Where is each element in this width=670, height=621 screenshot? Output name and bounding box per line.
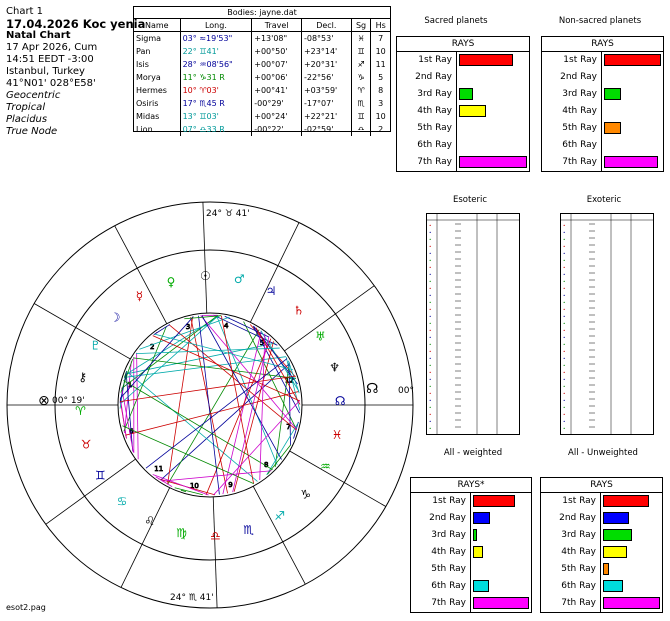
house-cusp-line: [121, 488, 170, 588]
ray-bar: [603, 512, 629, 524]
table-row: [134, 84, 390, 97]
svg-text:•: •: [563, 419, 566, 424]
ray-label: 2nd Ray: [542, 69, 602, 86]
house-number: 1: [127, 380, 133, 389]
ray-row: [542, 69, 663, 86]
svg-text:•: •: [563, 272, 566, 277]
ray-label: 1st Ray: [542, 52, 602, 69]
ray-row: [542, 154, 663, 171]
ray-row: [541, 493, 662, 510]
ray-label: 2nd Ray: [411, 510, 471, 527]
rays-panel-sacred: [396, 36, 530, 172]
exoteric-grid: [561, 214, 653, 434]
ray-bar: [604, 156, 658, 168]
house-cusp-line: [250, 223, 299, 323]
bodies-cell-long: 10° ♈03': [180, 84, 252, 97]
ray-label: 3rd Ray: [397, 86, 457, 103]
planet-glyph-icon: ⚷: [78, 370, 88, 385]
dsc-degree: 00°: [398, 386, 414, 396]
bodies-cell-name: Sigma: [136, 34, 162, 43]
planet-glyph-icon: ♓: [331, 427, 343, 442]
planet-glyph-icon: ♇: [90, 338, 101, 353]
ray-row: [542, 120, 663, 137]
planet-glyph-icon: ♎: [209, 528, 221, 543]
planet-glyph-icon: ♂: [233, 272, 245, 287]
ray-label: 5th Ray: [542, 120, 602, 137]
house-cusp-line: [253, 486, 305, 584]
esoteric-rulership-table: [426, 213, 520, 435]
aspect-line: [120, 398, 126, 439]
ray-row: [397, 52, 529, 69]
rays-panel-all-unweighted: [540, 477, 663, 613]
ray-row: [542, 137, 663, 154]
ray-row: [542, 52, 663, 69]
ray-row: [541, 595, 662, 612]
ray-row: [411, 527, 531, 544]
chart-time: 14:51 EEDT -3:00: [6, 54, 94, 65]
chart-number: Chart 1: [6, 6, 44, 17]
ray-row: [411, 510, 531, 527]
ray-bar: [473, 495, 515, 507]
ray-row: [411, 561, 531, 578]
svg-text:•: •: [563, 356, 566, 361]
ray-label: 5th Ray: [411, 561, 471, 578]
ray-bar: [603, 546, 627, 558]
ray-bar: [603, 495, 649, 507]
svg-text:•: •: [563, 286, 566, 291]
aspect-line: [123, 381, 272, 470]
option-geocentric: Geocentric: [6, 90, 61, 101]
caption-sacred: Sacred planets: [424, 16, 488, 26]
svg-text:•: •: [429, 349, 432, 354]
svg-text:•: •: [429, 265, 432, 270]
dsc-sign-icon: ☊: [366, 381, 379, 397]
caption-all-weighted: All - weighted: [443, 448, 503, 458]
bodies-col-sg: Sg: [351, 19, 371, 32]
aspect-line: [168, 317, 193, 485]
svg-text:•: •: [429, 244, 432, 249]
bodies-cell-name: Pan: [136, 47, 151, 56]
planet-glyph-icon: ☉: [200, 269, 211, 284]
svg-text:•: •: [563, 251, 566, 256]
footer-filename: esot2.pag: [6, 603, 46, 612]
planet-glyph-icon: ♀: [166, 274, 176, 289]
ray-label: 3rd Ray: [542, 86, 602, 103]
planet-glyph-icon: ♏: [243, 523, 255, 538]
bodies-cell-decl: -08°53': [301, 32, 351, 46]
svg-text:•: •: [429, 419, 432, 424]
bodies-cell-decl: +03°59': [301, 84, 351, 97]
svg-text:•: •: [563, 335, 566, 340]
table-row: [134, 97, 390, 110]
natal-chart-wheel: [0, 200, 420, 610]
bodies-cell-decl: -02°59': [301, 123, 351, 136]
ray-row: [541, 527, 662, 544]
ray-bar: [603, 563, 609, 575]
ray-bar: [473, 580, 489, 592]
ray-bar: [473, 512, 490, 524]
ray-bar: [473, 529, 477, 541]
svg-text:•: •: [563, 244, 566, 249]
house-number: 9: [228, 481, 233, 490]
svg-text:•: •: [429, 398, 432, 403]
bodies-cell-decl: +20°31': [301, 58, 351, 71]
svg-text:•: •: [429, 426, 432, 431]
option-placidus: Placidus: [6, 114, 48, 125]
svg-text:•: •: [563, 426, 566, 431]
bodies-cell-travel: +00°24': [252, 110, 302, 123]
svg-text:•: •: [563, 349, 566, 354]
rays-panel-title: RAYS: [397, 37, 529, 52]
ray-label: 4th Ray: [397, 103, 457, 120]
svg-text:•: •: [429, 237, 432, 242]
ray-row: [542, 86, 663, 103]
planet-glyph-icon: ♌: [144, 513, 156, 528]
planet-glyph-icon: ♒: [319, 459, 331, 474]
ray-label: 7th Ray: [411, 595, 471, 612]
mc-label: 24° ♉ 41': [206, 209, 250, 219]
chart-name: 17.04.2026 Koc yenia: [6, 17, 146, 31]
house-number: 4: [224, 321, 229, 330]
rays-panel-title: RAYS: [542, 37, 663, 52]
svg-text:•: •: [429, 307, 432, 312]
ray-row: [411, 595, 531, 612]
house-number: 7: [286, 423, 291, 432]
svg-text:•: •: [429, 223, 432, 228]
planet-glyph-icon: ♈: [75, 403, 86, 418]
table-row: [134, 45, 390, 58]
svg-text:•: •: [429, 272, 432, 277]
aspect-line: [127, 371, 258, 481]
ray-label: 7th Ray: [542, 154, 602, 171]
svg-text:•: •: [429, 391, 432, 396]
caption-esoteric: Esoteric: [452, 195, 488, 205]
bodies-cell-hs: 2: [371, 123, 390, 136]
svg-text:•: •: [563, 300, 566, 305]
chart-type: Natal Chart: [6, 30, 71, 41]
ray-bar: [459, 54, 513, 66]
ray-row: [541, 578, 662, 595]
bodies-cell-travel: -00°22': [252, 123, 302, 136]
house-cusp-line: [213, 497, 217, 608]
svg-text:•: •: [429, 370, 432, 375]
bodies-cell-long: 13° ♊03': [180, 110, 252, 123]
option-true-node: True Node: [6, 126, 58, 137]
option-tropical: Tropical: [6, 102, 46, 113]
svg-text:•: •: [563, 405, 566, 410]
rays-panel-title: RAYS: [541, 478, 662, 493]
ray-bar: [604, 122, 621, 134]
ray-row: [397, 69, 529, 86]
bodies-cell-long: 03° ≈19'53": [180, 32, 252, 46]
ray-bar: [604, 88, 621, 100]
svg-text:•: •: [429, 230, 432, 235]
aspect-line: [168, 330, 260, 485]
house-number: 10: [189, 482, 199, 491]
ray-bar: [603, 597, 660, 609]
bodies-cell-name: Hermes: [136, 86, 167, 95]
svg-text:•: •: [429, 342, 432, 347]
bodies-col-travel: Travel: [252, 19, 302, 32]
asc-sign-icon: ⊗: [38, 393, 50, 409]
svg-text:•: •: [429, 314, 432, 319]
ray-label: 1st Ray: [411, 493, 471, 510]
chart-date: 17 Apr 2026, Cum: [6, 42, 98, 53]
esoteric-grid: [427, 214, 519, 434]
house-cusp-line: [284, 286, 374, 351]
bodies-cell-sg: ♐: [351, 58, 371, 71]
ic-label: 24° ♏ 41': [170, 593, 214, 603]
rays-panel-title: RAYS*: [411, 478, 531, 493]
table-row: [134, 32, 390, 46]
ray-label: 1st Ray: [397, 52, 457, 69]
ray-bar: [459, 156, 527, 168]
bodies-cell-hs: 5: [371, 71, 390, 84]
chart-coords: 41°N01' 028°E58': [6, 78, 96, 89]
ray-label: 3rd Ray: [411, 527, 471, 544]
table-row: [134, 58, 390, 71]
ray-bar: [459, 105, 486, 117]
ray-label: 7th Ray: [397, 154, 457, 171]
svg-text:•: •: [429, 328, 432, 333]
bodies-cell-name: Osiris: [136, 99, 159, 108]
planet-glyph-icon: ♅: [315, 329, 326, 344]
planet-glyph-icon: ♑: [300, 487, 312, 502]
ray-label: 4th Ray: [542, 103, 602, 120]
ray-label: 5th Ray: [397, 120, 457, 137]
ray-row: [411, 578, 531, 595]
house-cusp-line: [46, 459, 136, 524]
ray-label: 6th Ray: [541, 578, 601, 595]
svg-text:•: •: [563, 377, 566, 382]
ray-label: 2nd Ray: [541, 510, 601, 527]
planet-glyph-icon: ♍: [176, 525, 187, 540]
ray-bar: [604, 54, 661, 66]
planet-glyph-icon: ♆: [329, 360, 340, 375]
svg-text:•: •: [563, 328, 566, 333]
planet-glyph-icon: ☽: [109, 310, 121, 325]
chart-place: Istanbul, Turkey: [6, 66, 85, 77]
bodies-table-title: Bodies: jayne.dat: [134, 7, 390, 19]
bodies-cell-travel: +00°50': [252, 45, 302, 58]
bodies-cell-long: 07° ♎33 R: [180, 123, 252, 136]
svg-text:•: •: [429, 412, 432, 417]
svg-text:•: •: [429, 321, 432, 326]
svg-text:•: •: [563, 279, 566, 284]
house-cusp-line: [115, 226, 167, 324]
bodies-cell-hs: 8: [371, 84, 390, 97]
bodies-col-hs: Hs: [371, 19, 390, 32]
svg-text:•: •: [563, 321, 566, 326]
ray-row: [541, 544, 662, 561]
svg-text:•: •: [563, 307, 566, 312]
bodies-cell-travel: +00°06': [252, 71, 302, 84]
exoteric-rulership-table: [560, 213, 654, 435]
svg-text:•: •: [563, 384, 566, 389]
ray-row: [397, 154, 529, 171]
ray-bar: [603, 580, 623, 592]
ray-bar: [473, 597, 529, 609]
ray-label: 7th Ray: [541, 595, 601, 612]
svg-text:•: •: [429, 363, 432, 368]
bodies-cell-sg: ♑: [351, 71, 371, 84]
ray-label: 4th Ray: [541, 544, 601, 561]
planet-glyph-icon: ♊: [94, 468, 106, 483]
planet-glyph-icon: ♋: [116, 494, 128, 509]
svg-text:•: •: [563, 265, 566, 270]
ray-label: 3rd Ray: [541, 527, 601, 544]
svg-text:•: •: [563, 342, 566, 347]
bodies-cell-hs: 7: [371, 32, 390, 46]
svg-text:•: •: [563, 363, 566, 368]
bodies-cell-hs: 10: [371, 110, 390, 123]
bodies-table: [133, 6, 391, 132]
table-row: [134, 123, 390, 136]
bodies-cell-long: 22° ♊41': [180, 45, 252, 58]
ray-row: [541, 510, 662, 527]
ray-row: [397, 120, 529, 137]
bodies-cell-long: 17° ♏45 R: [180, 97, 252, 110]
ray-label: 6th Ray: [397, 137, 457, 154]
caption-non-sacred: Non-sacred planets: [558, 16, 642, 26]
svg-text:•: •: [429, 384, 432, 389]
svg-text:•: •: [429, 258, 432, 263]
ray-label: 2nd Ray: [397, 69, 457, 86]
ray-row: [541, 561, 662, 578]
ray-label: 6th Ray: [542, 137, 602, 154]
svg-text:•: •: [563, 314, 566, 319]
svg-text:•: •: [563, 293, 566, 298]
svg-text:•: •: [563, 230, 566, 235]
planet-glyph-icon: ☿: [135, 288, 144, 303]
bodies-cell-hs: 10: [371, 45, 390, 58]
ray-bar: [603, 529, 632, 541]
ray-row: [411, 493, 531, 510]
svg-text:•: •: [429, 300, 432, 305]
aspect-line: [146, 359, 287, 469]
bodies-cell-sg: ♊: [351, 110, 371, 123]
house-number: 12: [284, 376, 294, 385]
bodies-cell-travel: -00°29': [252, 97, 302, 110]
caption-exoteric: Exoteric: [586, 195, 622, 205]
bodies-cell-travel: +00°41': [252, 84, 302, 97]
bodies-cell-hs: 3: [371, 97, 390, 110]
planet-glyph-icon: ♐: [274, 509, 286, 524]
bodies-cell-long: 11° ♑31 R: [180, 71, 252, 84]
svg-text:•: •: [563, 412, 566, 417]
svg-text:•: •: [429, 335, 432, 340]
bodies-col-long: Long.: [180, 19, 252, 32]
bodies-cell-decl: +22°21': [301, 110, 351, 123]
svg-text:•: •: [429, 377, 432, 382]
aspect-line: [137, 353, 139, 459]
rays-panel-non-sacred: [541, 36, 664, 172]
bodies-col-name: Name: [134, 19, 180, 32]
ray-bar: [473, 546, 483, 558]
house-number: 2: [150, 343, 155, 352]
bodies-cell-name: Lion: [136, 125, 153, 134]
svg-text:•: •: [563, 237, 566, 242]
table-row: [134, 71, 390, 84]
asc-degree: 00° 19': [52, 396, 85, 406]
bodies-cell-sg: ♏: [351, 97, 371, 110]
bodies-cell-travel: +13'08": [252, 32, 302, 46]
svg-text:•: •: [429, 286, 432, 291]
svg-text:•: •: [563, 398, 566, 403]
bodies-cell-hs: 11: [371, 58, 390, 71]
ray-row: [397, 103, 529, 120]
bodies-cell-sg: ♓: [351, 32, 371, 46]
caption-all-unweighted: All - Unweighted: [568, 448, 638, 458]
rays-panel-all-weighted: [410, 477, 532, 613]
ray-row: [397, 137, 529, 154]
svg-text:•: •: [429, 251, 432, 256]
bodies-cell-long: 28° ♒08'56": [180, 58, 252, 71]
house-number: 3: [185, 322, 191, 331]
svg-text:•: •: [429, 405, 432, 410]
house-number: 5: [259, 339, 265, 348]
ray-label: 1st Ray: [541, 493, 601, 510]
svg-text:•: •: [563, 370, 566, 375]
planet-glyph-icon: ☊: [334, 394, 346, 409]
svg-text:•: •: [563, 391, 566, 396]
ray-row: [542, 103, 663, 120]
chart-header: [6, 6, 145, 138]
ray-row: [411, 544, 531, 561]
svg-text:•: •: [429, 356, 432, 361]
bodies-cell-name: Midas: [136, 112, 160, 121]
ray-label: 6th Ray: [411, 578, 471, 595]
bodies-cell-decl: -17°07': [301, 97, 351, 110]
ray-row: [397, 86, 529, 103]
aspect-line: [122, 426, 253, 484]
aspect-line: [154, 324, 170, 334]
bodies-cell-travel: +00°07': [252, 58, 302, 71]
ray-label: 5th Ray: [541, 561, 601, 578]
aspect-line: [267, 423, 299, 475]
bodies-cell-sg: ♊: [351, 45, 371, 58]
house-number: 6: [129, 427, 134, 436]
planet-glyph-icon: ♄: [293, 303, 305, 318]
svg-text:•: •: [563, 258, 566, 263]
bodies-cell-decl: +23°14': [301, 45, 351, 58]
svg-text:•: •: [429, 293, 432, 298]
svg-text:•: •: [429, 279, 432, 284]
table-row: [134, 110, 390, 123]
bodies-cell-sg: ♎: [351, 123, 371, 136]
planet-glyph-icon: ♃: [265, 284, 277, 299]
svg-text:•: •: [563, 223, 566, 228]
house-number: 8: [263, 460, 269, 469]
ray-bar: [459, 88, 473, 100]
ray-label: 4th Ray: [411, 544, 471, 561]
bodies-cell-name: Isis: [136, 60, 149, 69]
bodies-col-decl: Decl.: [301, 19, 351, 32]
house-number: 11: [154, 464, 164, 473]
planet-glyph-icon: ♉: [80, 437, 92, 452]
bodies-cell-name: Morya: [136, 73, 161, 82]
bodies-cell-sg: ♈: [351, 84, 371, 97]
bodies-cell-decl: -22°56': [301, 71, 351, 84]
aspect-line: [125, 343, 275, 374]
